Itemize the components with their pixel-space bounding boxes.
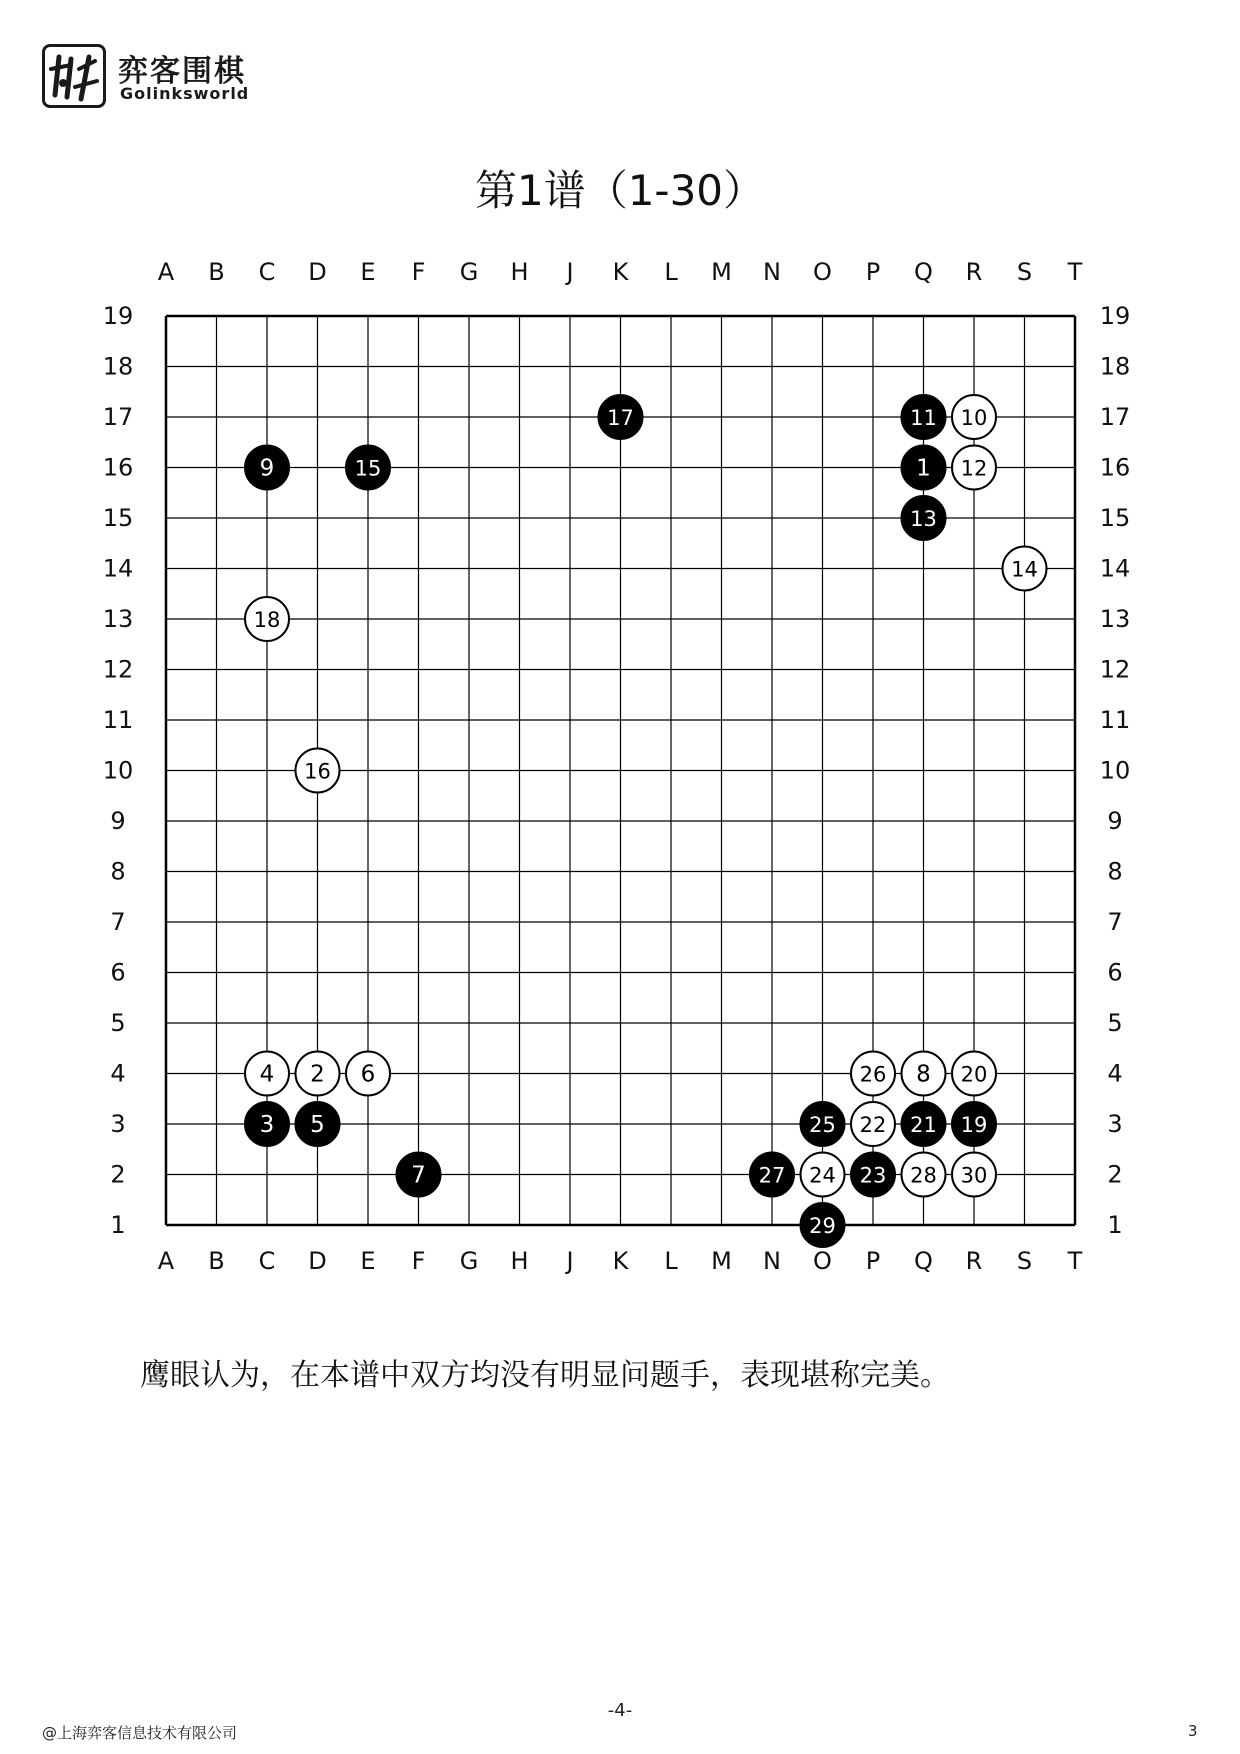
move-number: 15 [354,456,382,481]
column-label-bottom: B [208,1247,225,1275]
row-label-left: 18 [102,352,134,381]
row-label-left: 4 [110,1059,126,1088]
column-label-bottom: K [612,1247,629,1275]
row-label-right: 2 [1107,1160,1123,1189]
column-label-bottom: D [308,1247,327,1275]
commentary-text: 鹰眼认为，在本谱中双方均没有明显问题手，表现堪称完美。 [140,1358,950,1393]
column-label-bottom: A [157,1247,175,1275]
row-label-left: 10 [102,756,134,785]
move-number: 9 [259,455,275,482]
move-number: 7 [411,1162,426,1189]
column-label-top: D [308,258,327,286]
move-number: 8 [916,1061,931,1088]
logo-english-name: Golinksworld [120,84,250,103]
column-label-top: Q [914,258,933,286]
row-label-left: 9 [110,807,126,835]
column-label-top: B [208,258,225,286]
row-label-left: 2 [110,1160,126,1189]
column-label-top: K [612,258,629,286]
column-label-top: N [763,258,781,286]
row-label-right: 5 [1107,1009,1123,1037]
move-number: 1 [916,455,931,482]
move-number: 4 [259,1061,275,1088]
page-number: -4- [607,1700,633,1721]
column-label-top: S [1016,258,1033,286]
row-label-left: 17 [102,403,134,431]
column-label-bottom: M [711,1247,732,1275]
row-label-left: 11 [102,706,134,734]
row-label-right: 8 [1107,857,1123,886]
row-label-right: 4 [1107,1059,1123,1088]
page-title: 第1谱（1-30） [474,166,766,215]
row-label-right: 10 [1099,756,1131,785]
row-label-right: 11 [1099,706,1131,734]
row-label-right: 1 [1107,1211,1123,1239]
logo-chinese-name: 弈客围棋 [118,54,246,89]
row-label-left: 7 [110,908,126,936]
column-label-top: T [1067,258,1083,286]
row-label-left: 8 [110,857,126,886]
move-number: 20 [960,1062,988,1087]
move-number: 17 [607,406,634,430]
column-label-bottom: R [965,1247,983,1275]
column-label-bottom: F [411,1247,426,1275]
move-number: 26 [859,1062,887,1087]
column-label-bottom: G [459,1247,479,1275]
column-label-top: L [664,258,678,286]
row-label-left: 5 [110,1009,126,1037]
column-label-bottom: J [566,1247,574,1275]
column-label-bottom: S [1016,1247,1033,1275]
row-label-right: 19 [1099,302,1131,330]
column-label-top: R [965,258,983,286]
row-label-left: 13 [102,605,134,633]
sheet-number: 3 [1188,1722,1198,1740]
column-label-top: P [865,258,881,286]
move-number: 28 [910,1163,937,1188]
row-label-right: 14 [1099,554,1131,583]
row-label-right: 9 [1107,807,1123,835]
move-number: 5 [310,1112,325,1138]
column-label-bottom: C [258,1247,276,1275]
copyright-notice: @上海弈客信息技术有限公司 [42,1724,238,1742]
move-number: 11 [910,406,937,430]
column-label-top: H [510,258,529,286]
column-label-top: C [258,258,276,286]
row-label-right: 7 [1107,908,1123,936]
row-label-right: 16 [1099,453,1131,482]
move-number: 6 [360,1061,376,1088]
row-label-left: 14 [102,554,134,583]
row-label-right: 13 [1099,605,1131,633]
row-label-left: 16 [102,453,134,482]
move-number: 24 [809,1163,836,1188]
column-label-bottom: O [813,1247,832,1275]
row-label-right: 12 [1099,655,1131,684]
move-number: 16 [304,759,331,784]
column-label-bottom: N [763,1247,781,1275]
move-number: 30 [960,1163,988,1188]
column-label-top: A [157,258,175,286]
move-number: 12 [960,456,988,481]
row-label-left: 3 [110,1110,126,1138]
row-label-left: 15 [102,504,134,532]
move-number: 13 [910,507,937,531]
column-label-top: F [411,258,426,286]
row-label-left: 12 [102,655,134,684]
row-label-right: 15 [1099,504,1131,532]
column-label-top: J [566,258,574,286]
move-number: 3 [259,1112,275,1138]
column-label-bottom: T [1067,1247,1083,1275]
column-label-top: E [360,258,376,286]
row-label-left: 1 [110,1211,126,1239]
move-number: 27 [758,1163,786,1188]
column-label-bottom: L [664,1247,678,1275]
move-number: 23 [859,1163,887,1188]
row-label-left: 6 [110,958,126,987]
column-label-top: O [813,258,832,286]
column-label-bottom: Q [914,1247,933,1275]
column-label-top: G [459,258,479,286]
column-label-bottom: H [510,1247,529,1275]
move-number: 29 [809,1214,836,1238]
move-number: 21 [910,1113,937,1137]
move-number: 14 [1011,557,1038,582]
move-number: 19 [960,1113,988,1137]
column-label-bottom: E [360,1247,376,1275]
move-number: 2 [310,1061,325,1088]
row-label-right: 18 [1099,352,1131,381]
move-number: 25 [809,1113,836,1137]
row-label-left: 19 [102,302,134,330]
move-number: 22 [859,1113,887,1137]
row-label-right: 6 [1107,958,1123,987]
row-label-right: 17 [1099,403,1131,431]
move-number: 18 [253,608,281,632]
column-label-bottom: P [865,1247,881,1275]
row-label-right: 3 [1107,1110,1123,1138]
move-number: 10 [960,406,988,430]
column-label-top: M [711,258,732,286]
